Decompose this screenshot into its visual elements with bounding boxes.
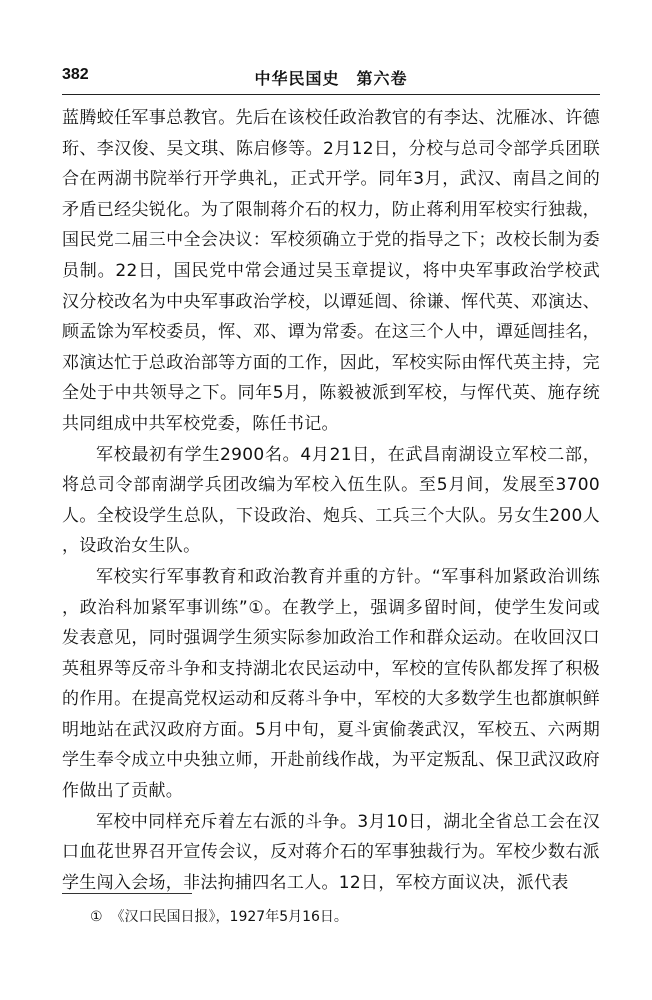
running-title: 中华民国史 第六卷 xyxy=(254,69,408,88)
footnote-text: 《汉口民国日报》，1927年5月16日。 xyxy=(110,909,348,925)
paragraph-3: 军校实行军事教育和政治教育并重的方针。“军事科加紧政治训练，政治科加紧军事训练”①。在教学上，强调多留时间，使学生发问或发表意见，同时强调学生须实际参加政治工作和群众运动。在收回汉口英租界等反帝斗争和支持湖北农民运动中，军校的宣传队都发挥了积极的作用。在提高党权运动和反蒋斗争中，军校的大多数学生也都旗帜鲜明地站在武汉政府方面。5月中旬，夏斗寅偷袭武汉，军校五、六两期学生奉令成立中央独立师，开赴前线作战，为平定叛乱、保卫武汉政府作做出了贡献。 xyxy=(62,566,600,802)
footnote xyxy=(62,906,600,928)
header-rule xyxy=(62,94,600,95)
main-text xyxy=(62,103,600,898)
page-number: 382 xyxy=(62,66,89,83)
paragraph-1: 蓝腾蛟任军事总教官。先后在该校任政治教官的有李达、沈雁冰、许德珩、李汉俊、吴文琪、陈启修等。2月12日，分校与总司令部学兵团联合在两湖书院举行开学典礼，正式开学。同年3月，武汉、南昌之间的矛盾已经尖锐化。为了限制蒋介石的权力，防止蒋利用军校实行独裁，国民党二届三中全会决议：军校须确立于党的指导之下；改校长制为委员制。22日，国民党中常会通过吴玉章提议，将中央军事政治学校武汉分校改名为中央军事政治学校，以谭延闿、徐谦、恽代英、邓演达、顾孟馀为军校委员，恽、邓、谭为常委。在这三个人中，谭延闿挂名，邓演达忙于总政治部等方面的工作，因此，军校实际由恽代英主持，完全处于中共领导之下。同年5月，陈毅被派到军校，与恽代英、施存统共同组成中共军校党委，陈任书记。 xyxy=(62,108,600,434)
paragraph-4: 军校中同样充斥着左右派的斗争。3月10日，湖北全省总工会在汉口血花世界召开宣传会议，反对蒋介石的军事独裁行为。军校少数右派学生闯入会场，非法拘捕四名工人。12日，军校方面议决，派代表 xyxy=(62,811,600,893)
footnote-rule xyxy=(62,893,192,894)
paragraph-2: 军校最初有学生2900名。4月21日，在武昌南湖设立军校二部，将总司令部南湖学兵团改编为军校入伍生队。至5月间，发展至3700人。全校设学生总队，下设政治、炮兵、工兵三个大队。另女生200人，设政治女生队。 xyxy=(62,444,600,557)
page-header xyxy=(62,66,600,92)
footnote-marker: ① xyxy=(90,909,103,925)
